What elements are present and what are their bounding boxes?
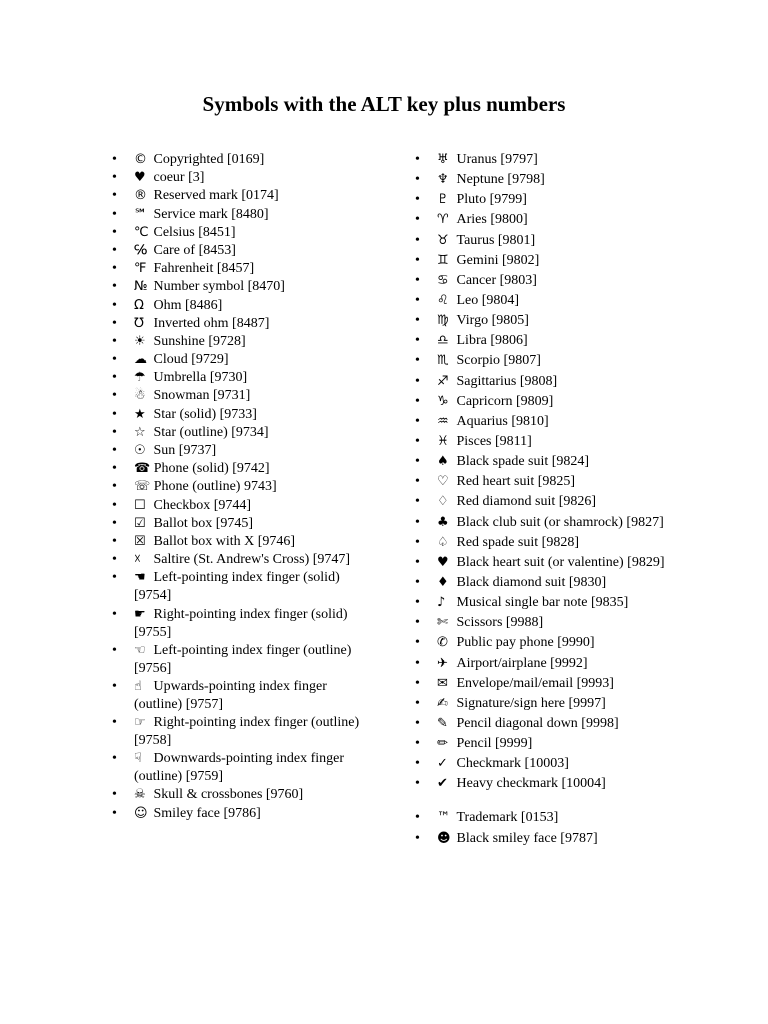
list-item-label: Black heart suit (or valentine) [9829] xyxy=(456,554,665,570)
black-smiley-icon: ☻ xyxy=(437,830,451,846)
saltire-icon: ☓ xyxy=(134,552,141,568)
signature-icon: ✍ xyxy=(437,695,448,711)
smiley-face-icon: ☺ xyxy=(134,805,148,821)
list-item xyxy=(415,473,695,491)
list-item xyxy=(112,533,377,551)
list-item xyxy=(415,493,695,511)
sun-icon: ☉ xyxy=(134,443,146,458)
taurus-icon: ♉ xyxy=(437,232,449,248)
symbol-list-left xyxy=(112,151,377,823)
list-item-label: Black club suit (or shamrock) [9827] xyxy=(456,514,664,530)
list-item xyxy=(415,232,695,250)
list-item xyxy=(112,750,377,786)
list-item-label: Right-pointing index finger (solid) [9755] xyxy=(134,606,348,640)
list-item xyxy=(415,809,695,827)
pencil-icon: ✏ xyxy=(437,736,448,752)
list-item-label: Capricorn [9809] xyxy=(456,393,554,409)
list-item-label: Airport/airplane [9992] xyxy=(456,655,588,671)
list-item xyxy=(112,424,377,442)
list-item xyxy=(415,373,695,391)
list-item-label: Signature/sign here [9997] xyxy=(456,695,606,711)
list-item-label: Phone (solid) [9742] xyxy=(153,461,270,477)
list-item xyxy=(415,534,695,552)
celsius-icon: ℃ xyxy=(134,224,149,240)
list-item-label: Inverted ohm [8487] xyxy=(153,315,270,331)
list-item-label: Gemini [9802] xyxy=(456,252,540,268)
neptune-icon: ♆ xyxy=(437,172,449,188)
list-item xyxy=(415,775,695,793)
list-item xyxy=(112,315,377,333)
list-item xyxy=(415,191,695,209)
list-item-label: Heavy checkmark [10004] xyxy=(456,776,606,792)
care-of-icon: ℅ xyxy=(134,242,148,258)
list-item-label: coeur [3] xyxy=(153,170,205,186)
up-index-outline-icon: ☝ xyxy=(134,678,142,694)
list-item-label: Reserved mark [0174] xyxy=(153,188,279,204)
pencil-diagonal-icon: ✎ xyxy=(437,715,448,731)
list-item xyxy=(112,460,377,478)
down-index-outline-icon: ☟ xyxy=(134,751,142,767)
list-item xyxy=(112,278,377,296)
registered-icon: ® xyxy=(134,188,147,204)
list-item-label: Trademark [0153] xyxy=(456,810,559,826)
list-item xyxy=(112,297,377,315)
pluto-icon: ♇ xyxy=(437,192,449,208)
list-item-label: Scorpio [9807] xyxy=(456,353,541,369)
list-item xyxy=(415,554,695,572)
list-item xyxy=(415,574,695,592)
list-item xyxy=(112,786,377,804)
list-item xyxy=(112,678,377,714)
list-item-label: Ballot box [9745] xyxy=(153,515,254,531)
list-item-label: Copyrighted [0169] xyxy=(153,152,265,167)
left-index-outline-icon: ☜ xyxy=(134,642,146,658)
list-item xyxy=(112,151,377,169)
list-item xyxy=(415,272,695,290)
red-diamond-icon: ♢ xyxy=(437,494,449,510)
list-item-label: Envelope/mail/email [9993] xyxy=(456,675,614,691)
ohm-icon: Ω xyxy=(134,297,144,313)
list-item xyxy=(415,292,695,310)
scissors-icon: ✄ xyxy=(437,615,448,631)
list-item-label: Phone (outline) 9743] xyxy=(153,479,277,495)
airplane-icon: ✈ xyxy=(437,655,448,671)
list-item-label: Red diamond suit [9826] xyxy=(456,494,597,510)
list-item-label: Umbrella [9730] xyxy=(153,370,248,386)
list-item xyxy=(415,413,695,431)
list-item xyxy=(415,151,695,169)
list-item-label: Checkbox [9744] xyxy=(153,497,252,513)
list-item xyxy=(415,393,695,411)
copyright-icon: © xyxy=(134,152,147,167)
list-item xyxy=(112,224,377,242)
star-outline-icon: ☆ xyxy=(134,424,146,440)
list-item xyxy=(415,634,695,652)
leo-icon: ♌ xyxy=(437,292,449,308)
list-item xyxy=(112,442,377,460)
right-index-solid-icon: ☛ xyxy=(134,606,146,622)
list-item xyxy=(112,805,377,823)
list-item-label: Libra [9806] xyxy=(456,333,528,349)
star-solid-icon: ★ xyxy=(134,406,146,422)
list-item-label: Downwards-pointing index finger (outline) [9759] xyxy=(134,751,345,785)
phone-solid-icon: ☎ xyxy=(134,461,151,477)
capricorn-icon: ♑ xyxy=(437,393,449,409)
list-item-label: Neptune [9798] xyxy=(456,172,545,188)
list-item-label: Red spade suit [9828] xyxy=(456,534,579,550)
list-item-label: Aquarius [9810] xyxy=(456,413,549,429)
list-item xyxy=(112,387,377,405)
aquarius-icon: ♒ xyxy=(437,413,449,429)
list-item-label: Service mark [8480] xyxy=(153,206,269,222)
list-item xyxy=(415,755,695,773)
cloud-icon: ☁ xyxy=(134,352,147,368)
red-spade-icon: ♤ xyxy=(437,534,449,550)
list-item xyxy=(112,569,377,605)
black-spade-icon: ♠ xyxy=(437,454,449,470)
list-item-label: Skull & crossbones [9760] xyxy=(153,787,304,803)
list-item xyxy=(415,332,695,350)
skull-crossbones-icon: ☠ xyxy=(134,787,146,803)
list-item xyxy=(415,252,695,270)
list-item xyxy=(112,169,377,187)
list-item-label: Red heart suit [9825] xyxy=(456,474,576,490)
list-item-label: Star (outline) [9734] xyxy=(153,424,269,440)
heart-icon: ♥ xyxy=(134,170,146,186)
list-item-label: Ballot box with X [9746] xyxy=(153,533,296,549)
sagittarius-icon: ♐ xyxy=(437,373,449,389)
symbol-list-right xyxy=(415,151,695,850)
fahrenheit-icon: ℉ xyxy=(134,261,147,277)
list-item-label: Taurus [9801] xyxy=(456,232,536,248)
list-item-label: Cloud [9729] xyxy=(153,352,229,368)
list-item-label: Snowman [9731] xyxy=(153,388,251,404)
list-item xyxy=(112,478,377,496)
gemini-icon: ♊ xyxy=(437,252,449,268)
list-item-label: Sagittarius [9808] xyxy=(456,373,558,389)
list-item xyxy=(415,514,695,532)
umbrella-icon: ☂ xyxy=(134,370,146,386)
list-item xyxy=(415,735,695,753)
pisces-icon: ♓ xyxy=(437,433,449,449)
cancer-icon: ♋ xyxy=(437,272,449,288)
list-item xyxy=(112,406,377,424)
list-item xyxy=(415,211,695,229)
inverted-ohm-icon: ℧ xyxy=(134,315,144,331)
list-item xyxy=(112,333,377,351)
ballot-box-x-icon: ☒ xyxy=(134,533,146,549)
list-item xyxy=(415,695,695,713)
list-item-label: Right-pointing index finger (outline) [9758] xyxy=(134,715,360,749)
aries-icon: ♈ xyxy=(437,212,449,228)
black-heart-icon: ♥ xyxy=(437,554,449,570)
list-item xyxy=(415,715,695,733)
list-item-label: Star (solid) [9733] xyxy=(153,406,257,422)
list-item xyxy=(112,515,377,533)
list-item xyxy=(112,206,377,224)
list-item-label: Left-pointing index finger (outline) [9756] xyxy=(134,642,352,676)
list-item xyxy=(112,369,377,387)
list-item-label: Cancer [9803] xyxy=(456,272,537,288)
list-item-label: Pencil [9999] xyxy=(456,736,533,752)
list-item-label: Sunshine [9728] xyxy=(153,333,246,349)
list-item-label: Scissors [9988] xyxy=(456,615,544,631)
list-item xyxy=(415,614,695,632)
checkbox-icon: ☐ xyxy=(134,497,146,513)
list-item-label: Care of [8453] xyxy=(153,242,236,258)
list-item xyxy=(415,655,695,673)
page-title: Symbols with the ALT key plus numbers xyxy=(202,92,566,116)
list-item-label: Smiley face [9786] xyxy=(153,805,261,821)
list-item xyxy=(112,714,377,750)
list-item-label: Checkmark [10003] xyxy=(456,756,569,772)
list-item xyxy=(415,433,695,451)
list-item-label: Pluto [9799] xyxy=(456,192,527,208)
virgo-icon: ♍ xyxy=(437,313,449,329)
list-item-label: Leo [9804] xyxy=(456,292,520,308)
red-heart-icon: ♡ xyxy=(437,474,449,490)
envelope-icon: ✉ xyxy=(437,675,448,691)
list-item-label: Fahrenheit [8457] xyxy=(153,261,255,277)
service-mark-icon: ℠ xyxy=(134,206,148,222)
list-item-label: Black diamond suit [9830] xyxy=(456,574,607,590)
snowman-icon: ☃ xyxy=(134,388,146,404)
list-item-label: Left-pointing index finger (solid) [9754] xyxy=(134,570,340,604)
list-item-label: Black smiley face [9787] xyxy=(456,830,598,846)
list-item-label: Black spade suit [9824] xyxy=(456,454,590,470)
ballot-box-icon: ☑ xyxy=(134,515,146,531)
list-item-label: Number symbol [8470] xyxy=(153,279,285,295)
musical-note-icon: ♪ xyxy=(437,595,446,611)
list-item xyxy=(112,242,377,260)
black-club-icon: ♣ xyxy=(437,514,449,530)
scorpio-icon: ♏ xyxy=(437,353,449,369)
list-item xyxy=(415,594,695,612)
public-phone-icon: ✆ xyxy=(437,635,448,651)
list-item xyxy=(112,260,377,278)
left-index-solid-icon: ☚ xyxy=(134,570,146,586)
sunshine-icon: ☀ xyxy=(134,333,146,349)
list-item-label: Public pay phone [9990] xyxy=(456,635,595,651)
list-item-label: Ohm [8486] xyxy=(153,297,223,313)
phone-outline-icon: ☏ xyxy=(134,479,151,495)
libra-icon: ♎ xyxy=(437,333,449,349)
list-item xyxy=(112,187,377,205)
list-item-label: Saltire (St. Andrew's Cross) [9747] xyxy=(153,552,351,568)
list-item-label: Pisces [9811] xyxy=(456,433,532,449)
trademark-icon: ™ xyxy=(437,810,450,826)
list-item xyxy=(112,642,377,678)
list-item-label: Sun [9737] xyxy=(153,443,217,458)
list-item-label: Musical single bar note [9835] xyxy=(456,595,629,611)
list-item-label: Pencil diagonal down [9998] xyxy=(456,715,619,731)
list-item-label: Celsius [8451] xyxy=(153,224,236,240)
list-item-label: Uranus [9797] xyxy=(456,152,538,167)
list-item xyxy=(112,351,377,369)
right-index-outline-icon: ☞ xyxy=(134,715,146,731)
list-item xyxy=(415,352,695,370)
list-item xyxy=(415,312,695,330)
black-diamond-icon: ♦ xyxy=(437,574,449,590)
heavy-checkmark-icon: ✔ xyxy=(437,776,448,792)
list-item xyxy=(112,497,377,515)
list-item-label: Upwards-pointing index finger (outline) [9757] xyxy=(134,678,327,712)
list-item xyxy=(112,551,377,569)
list-item-label: Virgo [9805] xyxy=(456,313,529,329)
list-item xyxy=(415,675,695,693)
list-item xyxy=(112,606,377,642)
checkmark-icon: ✓ xyxy=(437,756,448,772)
list-item xyxy=(415,171,695,189)
number-symbol-icon: № xyxy=(134,279,148,295)
uranus-icon: ♅ xyxy=(437,152,449,167)
list-item xyxy=(415,830,695,848)
list-item-label: Aries [9800] xyxy=(456,212,528,228)
list-item xyxy=(415,453,695,471)
